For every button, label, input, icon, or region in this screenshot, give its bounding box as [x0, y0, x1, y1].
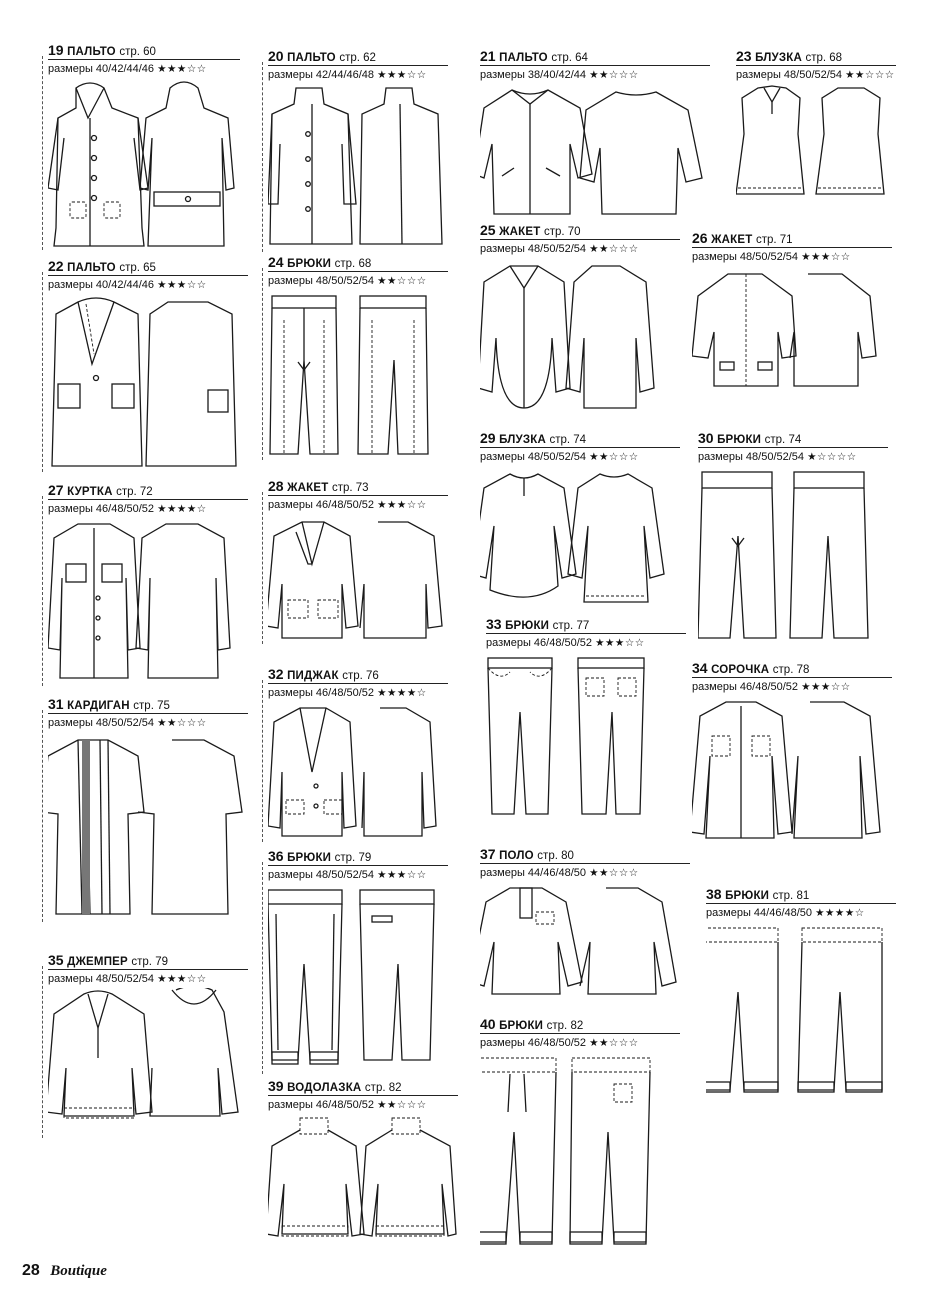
item-37[interactable]: [480, 846, 690, 1006]
item-name: ПОЛО: [499, 850, 534, 862]
difficulty-stars: ★★★★☆: [157, 503, 207, 515]
item-20[interactable]: [268, 48, 448, 252]
jacket-sketch: [692, 266, 892, 396]
trousers-sketch: [268, 290, 448, 460]
item-header: [692, 230, 892, 266]
item-sizes: размеры 46/48/50/52: [268, 1099, 375, 1111]
difficulty-stars: ★★★★☆: [377, 687, 427, 699]
item-21[interactable]: [480, 48, 710, 224]
item-header: [48, 42, 240, 78]
item-page: стр. 74: [549, 434, 587, 446]
item-page: стр. 76: [342, 670, 379, 682]
item-name: БРЮКИ: [287, 852, 332, 864]
item-sizes: размеры 46/48/50/52: [268, 687, 375, 699]
item-number: 35: [48, 952, 64, 968]
item-page: стр. 78: [772, 664, 810, 676]
blazer-sketch: [268, 702, 448, 842]
item-number: 33: [486, 616, 502, 632]
item-number: 29: [480, 430, 496, 446]
item-19[interactable]: [48, 42, 240, 250]
coat-sketch: [268, 84, 448, 252]
item-page: стр. 64: [551, 52, 588, 64]
item-header: [480, 1016, 680, 1052]
item-page: стр. 68: [805, 52, 843, 64]
item-sizes: размеры 48/50/52/54: [698, 451, 805, 463]
item-header: [736, 48, 896, 84]
item-header: [706, 886, 896, 922]
item-header: [48, 952, 248, 988]
item-name: БРЮКИ: [717, 434, 762, 446]
difficulty-stars: ★★☆☆☆: [377, 1099, 427, 1111]
item-header: [268, 1078, 458, 1114]
item-sizes: размеры 48/50/52/54: [480, 243, 587, 255]
dash-divider: [42, 496, 43, 686]
item-header: [480, 222, 680, 258]
item-name: БЛУЗКА: [499, 434, 546, 446]
item-number: 23: [736, 48, 752, 64]
item-header: [48, 482, 248, 518]
jogger-pants-sketch: [480, 1052, 680, 1252]
turtleneck-sketch: [268, 1114, 458, 1248]
item-sizes: размеры 48/50/52/54: [268, 275, 375, 287]
item-sizes: размеры 46/48/50/52: [692, 681, 799, 693]
item-sizes: размеры 48/50/52/54: [48, 717, 155, 729]
item-sizes: размеры 48/50/52/54: [736, 69, 843, 81]
item-number: 32: [268, 666, 284, 682]
dash-divider: [42, 56, 43, 250]
item-page: стр. 77: [552, 620, 590, 632]
item-32[interactable]: [268, 666, 448, 842]
trousers-sketch: [706, 922, 896, 1100]
item-page: стр. 70: [543, 226, 581, 238]
item-28[interactable]: [268, 478, 448, 644]
difficulty-stars: ★★☆☆☆: [157, 717, 207, 729]
item-number: 39: [268, 1078, 284, 1094]
item-name: БРЮКИ: [287, 258, 332, 270]
item-sizes: размеры 48/50/52/54: [692, 251, 799, 263]
item-36[interactable]: [268, 848, 448, 1074]
item-name: ЖАКЕТ: [499, 226, 541, 238]
item-sizes: размеры 40/42/44/46: [48, 279, 155, 291]
item-sizes: размеры 46/48/50/52: [268, 499, 375, 511]
item-number: 20: [268, 48, 284, 64]
difficulty-stars: ★★★☆☆: [377, 69, 427, 81]
item-number: 22: [48, 258, 64, 274]
coat-sketch: [480, 84, 710, 224]
shirt-sketch: [692, 696, 892, 846]
item-number: 21: [480, 48, 496, 64]
item-header: [692, 660, 892, 696]
item-29[interactable]: [480, 430, 680, 611]
item-page: стр. 79: [334, 852, 372, 864]
item-page: стр. 60: [119, 46, 156, 58]
item-header: [268, 48, 448, 84]
blouse-sketch: [480, 466, 680, 611]
item-name: СОРОЧКА: [711, 664, 770, 676]
item-number: 31: [48, 696, 64, 712]
item-22[interactable]: [48, 258, 248, 472]
item-sizes: размеры 46/48/50/52: [48, 503, 155, 515]
difficulty-stars: ★★★☆☆: [595, 637, 645, 649]
item-number: 28: [268, 478, 284, 494]
item-number: 37: [480, 846, 496, 862]
item-name: ПАЛЬТО: [67, 46, 116, 58]
blouse-sketch: [736, 84, 896, 204]
item-page: стр. 82: [546, 1020, 584, 1032]
dash-divider: [42, 966, 43, 1138]
item-sizes: размеры 46/48/50/52: [486, 637, 593, 649]
item-sizes: размеры 48/50/52/54: [48, 973, 155, 985]
item-40[interactable]: [480, 1016, 680, 1252]
dash-divider: [42, 272, 43, 472]
item-number: 34: [692, 660, 708, 676]
dash-divider: [262, 492, 263, 644]
item-page: стр. 82: [364, 1082, 402, 1094]
difficulty-stars: ★★☆☆☆: [589, 451, 639, 463]
difficulty-stars: ★★★☆☆: [377, 499, 427, 511]
item-header: [480, 48, 710, 84]
item-33[interactable]: [486, 616, 686, 820]
item-page: стр. 65: [119, 262, 156, 274]
item-number: 40: [480, 1016, 496, 1032]
jacket-sketch: [268, 514, 448, 644]
item-page: стр. 71: [755, 234, 793, 246]
item-name: КУРТКА: [67, 486, 113, 498]
difficulty-stars: ★★★☆☆: [801, 681, 851, 693]
dash-divider: [42, 710, 43, 922]
page-footer: [22, 1262, 107, 1280]
item-name: ЖАКЕТ: [287, 482, 329, 494]
item-24[interactable]: [268, 254, 448, 460]
item-sizes: размеры 44/46/48/50: [480, 867, 587, 879]
item-header: [480, 846, 690, 882]
dash-divider: [262, 862, 263, 1074]
dash-divider: [262, 268, 263, 460]
track-pants-sketch: [268, 884, 448, 1074]
item-number: 36: [268, 848, 284, 864]
difficulty-stars: ★★☆☆☆: [589, 243, 639, 255]
item-sizes: размеры 48/50/52/54: [268, 869, 375, 881]
coat-sketch: [48, 294, 248, 472]
difficulty-stars: ★★☆☆☆: [377, 275, 427, 287]
difficulty-stars: ★★★☆☆: [157, 973, 207, 985]
item-name: ПИДЖАК: [287, 670, 339, 682]
item-30[interactable]: [698, 430, 888, 644]
item-page: стр. 81: [772, 890, 810, 902]
item-name: БРЮКИ: [499, 1020, 544, 1032]
difficulty-stars: ★★☆☆☆: [589, 1037, 639, 1049]
item-number: 25: [480, 222, 496, 238]
item-header: [48, 258, 248, 294]
item-39[interactable]: [268, 1078, 458, 1248]
item-header: [268, 254, 448, 290]
item-35[interactable]: [48, 952, 248, 1138]
item-page: стр. 73: [331, 482, 369, 494]
cardigan-sketch: [48, 732, 248, 922]
item-sizes: размеры 46/48/50/52: [480, 1037, 587, 1049]
item-sizes: размеры 44/46/48/50: [706, 907, 813, 919]
jacket-sketch: [48, 518, 248, 686]
jacket-sketch: [480, 258, 680, 418]
item-number: 38: [706, 886, 722, 902]
difficulty-stars: ★★★☆☆: [157, 63, 207, 75]
item-26[interactable]: [692, 230, 892, 396]
item-page: стр. 68: [334, 258, 372, 270]
jeans-sketch: [486, 652, 686, 820]
item-header: [698, 430, 888, 466]
difficulty-stars: ★★★☆☆: [157, 279, 207, 291]
polo-sketch: [480, 882, 690, 1006]
item-sizes: размеры 38/40/42/44: [480, 69, 587, 81]
trousers-sketch: [698, 466, 888, 644]
item-sizes: размеры 48/50/52/54: [480, 451, 587, 463]
item-name: БРЮКИ: [725, 890, 770, 902]
item-name: БРЮКИ: [505, 620, 550, 632]
dash-divider: [262, 62, 263, 252]
jumper-sketch: [48, 988, 248, 1138]
difficulty-stars: ★★☆☆☆: [589, 69, 639, 81]
difficulty-stars: ★☆☆☆☆: [807, 451, 857, 463]
item-name: ЖАКЕТ: [711, 234, 753, 246]
item-header: [268, 666, 448, 702]
item-name: БЛУЗКА: [755, 52, 802, 64]
item-number: 19: [48, 42, 64, 58]
magazine-logo: Boutique: [50, 1263, 107, 1279]
item-name: ПАЛЬТО: [67, 262, 116, 274]
difficulty-stars: ★★★☆☆: [377, 869, 427, 881]
item-number: 26: [692, 230, 708, 246]
item-number: 27: [48, 482, 64, 498]
item-23[interactable]: [736, 48, 896, 204]
item-page: стр. 74: [764, 434, 802, 446]
item-name: ПАЛЬТО: [287, 52, 336, 64]
item-sizes: размеры 42/44/46/48: [268, 69, 375, 81]
item-sizes: размеры 40/42/44/46: [48, 63, 155, 75]
item-page: стр. 62: [339, 52, 376, 64]
item-number: 24: [268, 254, 284, 270]
item-name: ПАЛЬТО: [499, 52, 548, 64]
item-38[interactable]: [706, 886, 896, 1100]
difficulty-stars: ★★★☆☆: [801, 251, 851, 263]
item-header: [480, 430, 680, 466]
item-name: ДЖЕМПЕР: [67, 956, 128, 968]
item-34[interactable]: [692, 660, 892, 846]
item-number: 30: [698, 430, 714, 446]
item-31[interactable]: [48, 696, 248, 922]
difficulty-stars: ★★★★☆: [815, 907, 865, 919]
item-header: [48, 696, 248, 732]
item-header: [268, 478, 448, 514]
coat-sketch: [48, 78, 240, 250]
item-name: КАРДИГАН: [67, 700, 130, 712]
dash-divider: [262, 680, 263, 842]
item-25[interactable]: [480, 222, 680, 418]
item-page: стр. 79: [131, 956, 168, 968]
item-name: ВОДОЛАЗКА: [287, 1082, 362, 1094]
item-page: стр. 72: [116, 486, 153, 498]
item-page: стр. 75: [133, 700, 170, 712]
difficulty-stars: ★★☆☆☆: [845, 69, 895, 81]
item-27[interactable]: [48, 482, 248, 686]
item-page: стр. 80: [537, 850, 574, 862]
item-header: [486, 616, 686, 652]
item-header: [268, 848, 448, 884]
page-number: 28: [22, 1262, 40, 1279]
difficulty-stars: ★★☆☆☆: [589, 867, 639, 879]
